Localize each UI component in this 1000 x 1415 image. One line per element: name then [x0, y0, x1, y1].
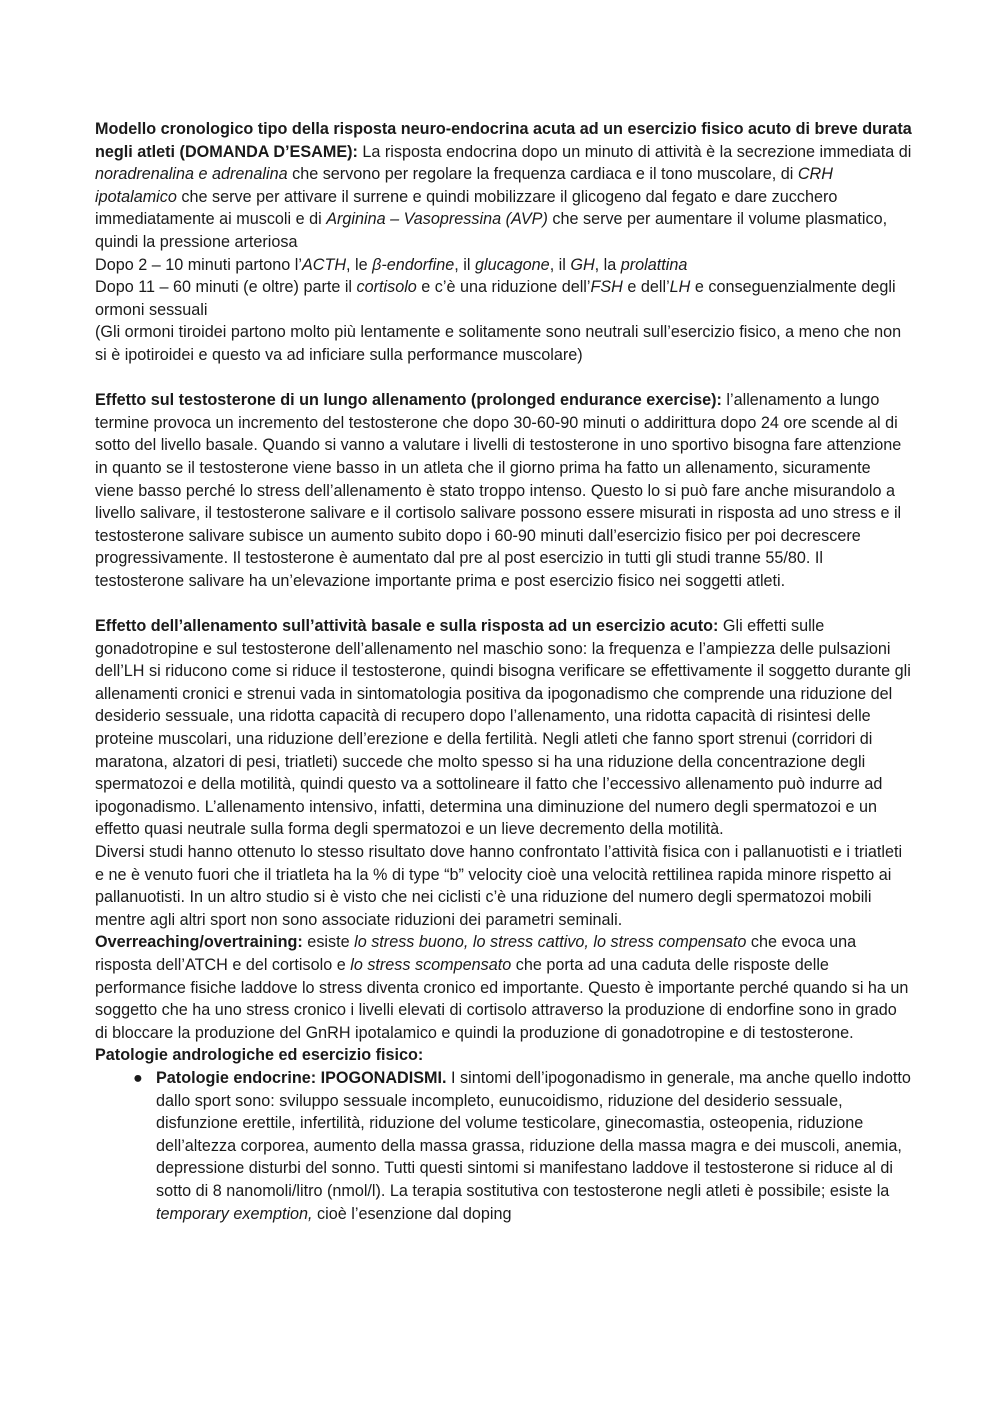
paragraph-studies: Diversi studi hanno ottenuto lo stesso risultato dove hanno confrontato l’attività fisica con i pallanuotisti e i triatleti e ne è venuto fuori che il triatleta ha la % di type “b” velocity cioè una velocità rettilinea rapida minore rispetto ai pallanuotisti. In un altro studio si è visto che nei ciclisti c’è una riduzione del numero degli spermatozoi mobili mentre agli altri sport non sono associate riduzioni dei parametri seminali.: [95, 843, 903, 929]
paragraph-2-10-minutes: Dopo 2 – 10 minuti partono l’ACTH, le β-endorfine, il glucagone, il GH, la prolattina: [95, 255, 688, 274]
list-item-text: Patologie endocrine: IPOGONADISMI. I sintomi dell’ipogonadismo in generale, ma anche quello indotto dallo sport sono: sviluppo sessuale incompleto, eunucoidismo, riduzione del desiderio sessuale, disfunzione erettile, infertilità, riduzione del volume testicolare, ginecomastia, osteopenia, riduzione dell’altezza corporea, aumento della massa grassa, riduzione della massa magra e dei muscoli, anemia, depressione disturbi del sonno. Tutti questi sintomi si manifestano laddove il testosterone si riduce al di sotto di 8 nanomoli/litro (nmol/l). La terapia sostitutiva con testosterone negli atleti è possibile; esiste la temporary exemption, cioè l’esenzione dal doping: [156, 1068, 911, 1223]
heading-andrological-pathologies: Patologie andrologiche ed esercizio fisico:: [95, 1046, 424, 1065]
paragraph-neuroendocrine-response: Modello cronologico tipo della risposta neuro-endocrina acuta ad un esercizio fisico acuto di breve durata negli atleti (DOMANDA D’ESAME): La risposta endocrina dopo un minuto di attività è la secrezione immediata di noradrenalina e adrenalina che servono per regolare la frequenza cardiaca e il tono muscolare, di CRH ipotalamico che serve per attivare il surrene e quindi mobilizzare il glicogeno dal fegato e dare zucchero immediatamente ai muscoli e di Arginina – Vasopressina (AVP) che serve per aumentare il volume plasmatico, quindi la pressione arteriosa: [95, 120, 912, 251]
document-page: [95, 118, 913, 1225]
paragraph-gap: [95, 592, 913, 615]
paragraph-11-60-minutes: Dopo 11 – 60 minuti (e oltre) parte il cortisolo e c’è una riduzione dell’FSH e dell’LH e conseguenzialmente degli ormoni sessuali: [95, 278, 896, 319]
bullet-icon: ●: [133, 1068, 143, 1087]
paragraph-thyroid-note: (Gli ormoni tiroidei partono molto più lentamente e solitamente sono neutrali sull’esercizio fisico, a meno che non si è ipotiroidei e questo va ad inficiare sulla performance muscolare): [95, 323, 902, 364]
paragraph-overtraining: Overreaching/overtraining: esiste lo stress buono, lo stress cattivo, lo stress compensato che evoca una risposta dell’ATCH e del cortisolo e lo stress scompensato che porta ad una caduta delle risposte delle performance fisiche laddove lo stress diventa cronico ed importante. Questo è importante perché quando si ha un soggetto che ha uno stress cronico i livelli elevati di cortisolo attraverso la produzione di endorfine sono in grado di bloccare la produzione del GnRH ipotalamico e quindi la produzione di gonadotropine e di testosterone.: [95, 933, 909, 1042]
list-item-hypogonadism: [95, 1067, 913, 1225]
heading-hypogonadism: Patologie endocrine: IPOGONADISMI.: [156, 1068, 447, 1087]
heading-testosterone-endurance: Effetto sul testosterone di un lungo allenamento (prolonged endurance exercise):: [95, 391, 722, 410]
heading-training-basal-activity: Effetto dell’allenamento sull’attività basale e sulla risposta ad un esercizio acuto:: [95, 617, 719, 636]
heading-neuroendocrine-response: Modello cronologico tipo della risposta neuro-endocrina acuta ad un esercizio fisico acuto di breve durata negli atleti (DOMANDA D’ESAME):: [95, 120, 912, 161]
paragraph-testosterone-endurance: Effetto sul testosterone di un lungo allenamento (prolonged endurance exercise): l’allenamento a lungo termine provoca un incremento del testosterone che dopo 30-60-90 minuti o addirittura dopo 24 ore scende al di sotto del livello basale. Quando si vanno a valutare i livelli di testosterone in uno sportivo bisogna fare attenzione in quanto se il testosterone viene basso in un atleta che il giorno prima ha fatto un allenamento, sicuramente viene basso perché lo stress dell’allenamento è stato troppo intenso. Questo lo si può fare anche misurandolo a livello salivare, il testosterone salivare e il cortisolo salivare possono essere misurati in risposta ad uno stress e il testosterone salivare subisce un aumento subito dopo i 60-90 minuti dall’esercizio fisico per poi decrescere progressivamente. Il testosterone è aumentato dal pre al post esercizio in tutti gli studi tranne 55/80. Il testosterone salivare ha un’elevazione importante prima e post esercizio fisico nei soggetti atleti.: [95, 391, 902, 590]
paragraph-training-basal-activity: Effetto dell’allenamento sull’attività basale e sulla risposta ad un esercizio acuto: Gli effetti sulle gonadotropine e sul testosterone dell’allenamento nel maschio sono: la frequenza e l’ampiezza delle pulsazioni dell’LH si riducono come si riduce il testosterone, quindi bisogna verificare se effettivamente il soggetto durante gli allenamenti cronici e strenui vada in sintomatologia positiva da ipogonadismo che comprende una riduzione del desiderio sessuale, una ridotta capacità di recupero dopo l’allenamento, una ridotta capacità di risintesi delle proteine muscolari, una riduzione dell’erezione e della fertilità. Negli atleti che fanno sport strenui (corridori di maratona, alzatori di pesi, triatleti) succede che molto spesso si ha una riduzione della concentrazione degli spermatozoi e della motilità, quindi questo va a sottolineare il fatto che l’eccessivo allenamento può indurre ad ipogonadismo. L’allenamento intensivo, infatti, determina una diminuzione del numero degli spermatozoi e un effetto quasi neutrale sulla forma degli spermatozoi e un lieve decremento della motilità.: [95, 617, 911, 839]
heading-overtraining: Overreaching/overtraining:: [95, 933, 303, 952]
paragraph-gap: [95, 367, 913, 390]
